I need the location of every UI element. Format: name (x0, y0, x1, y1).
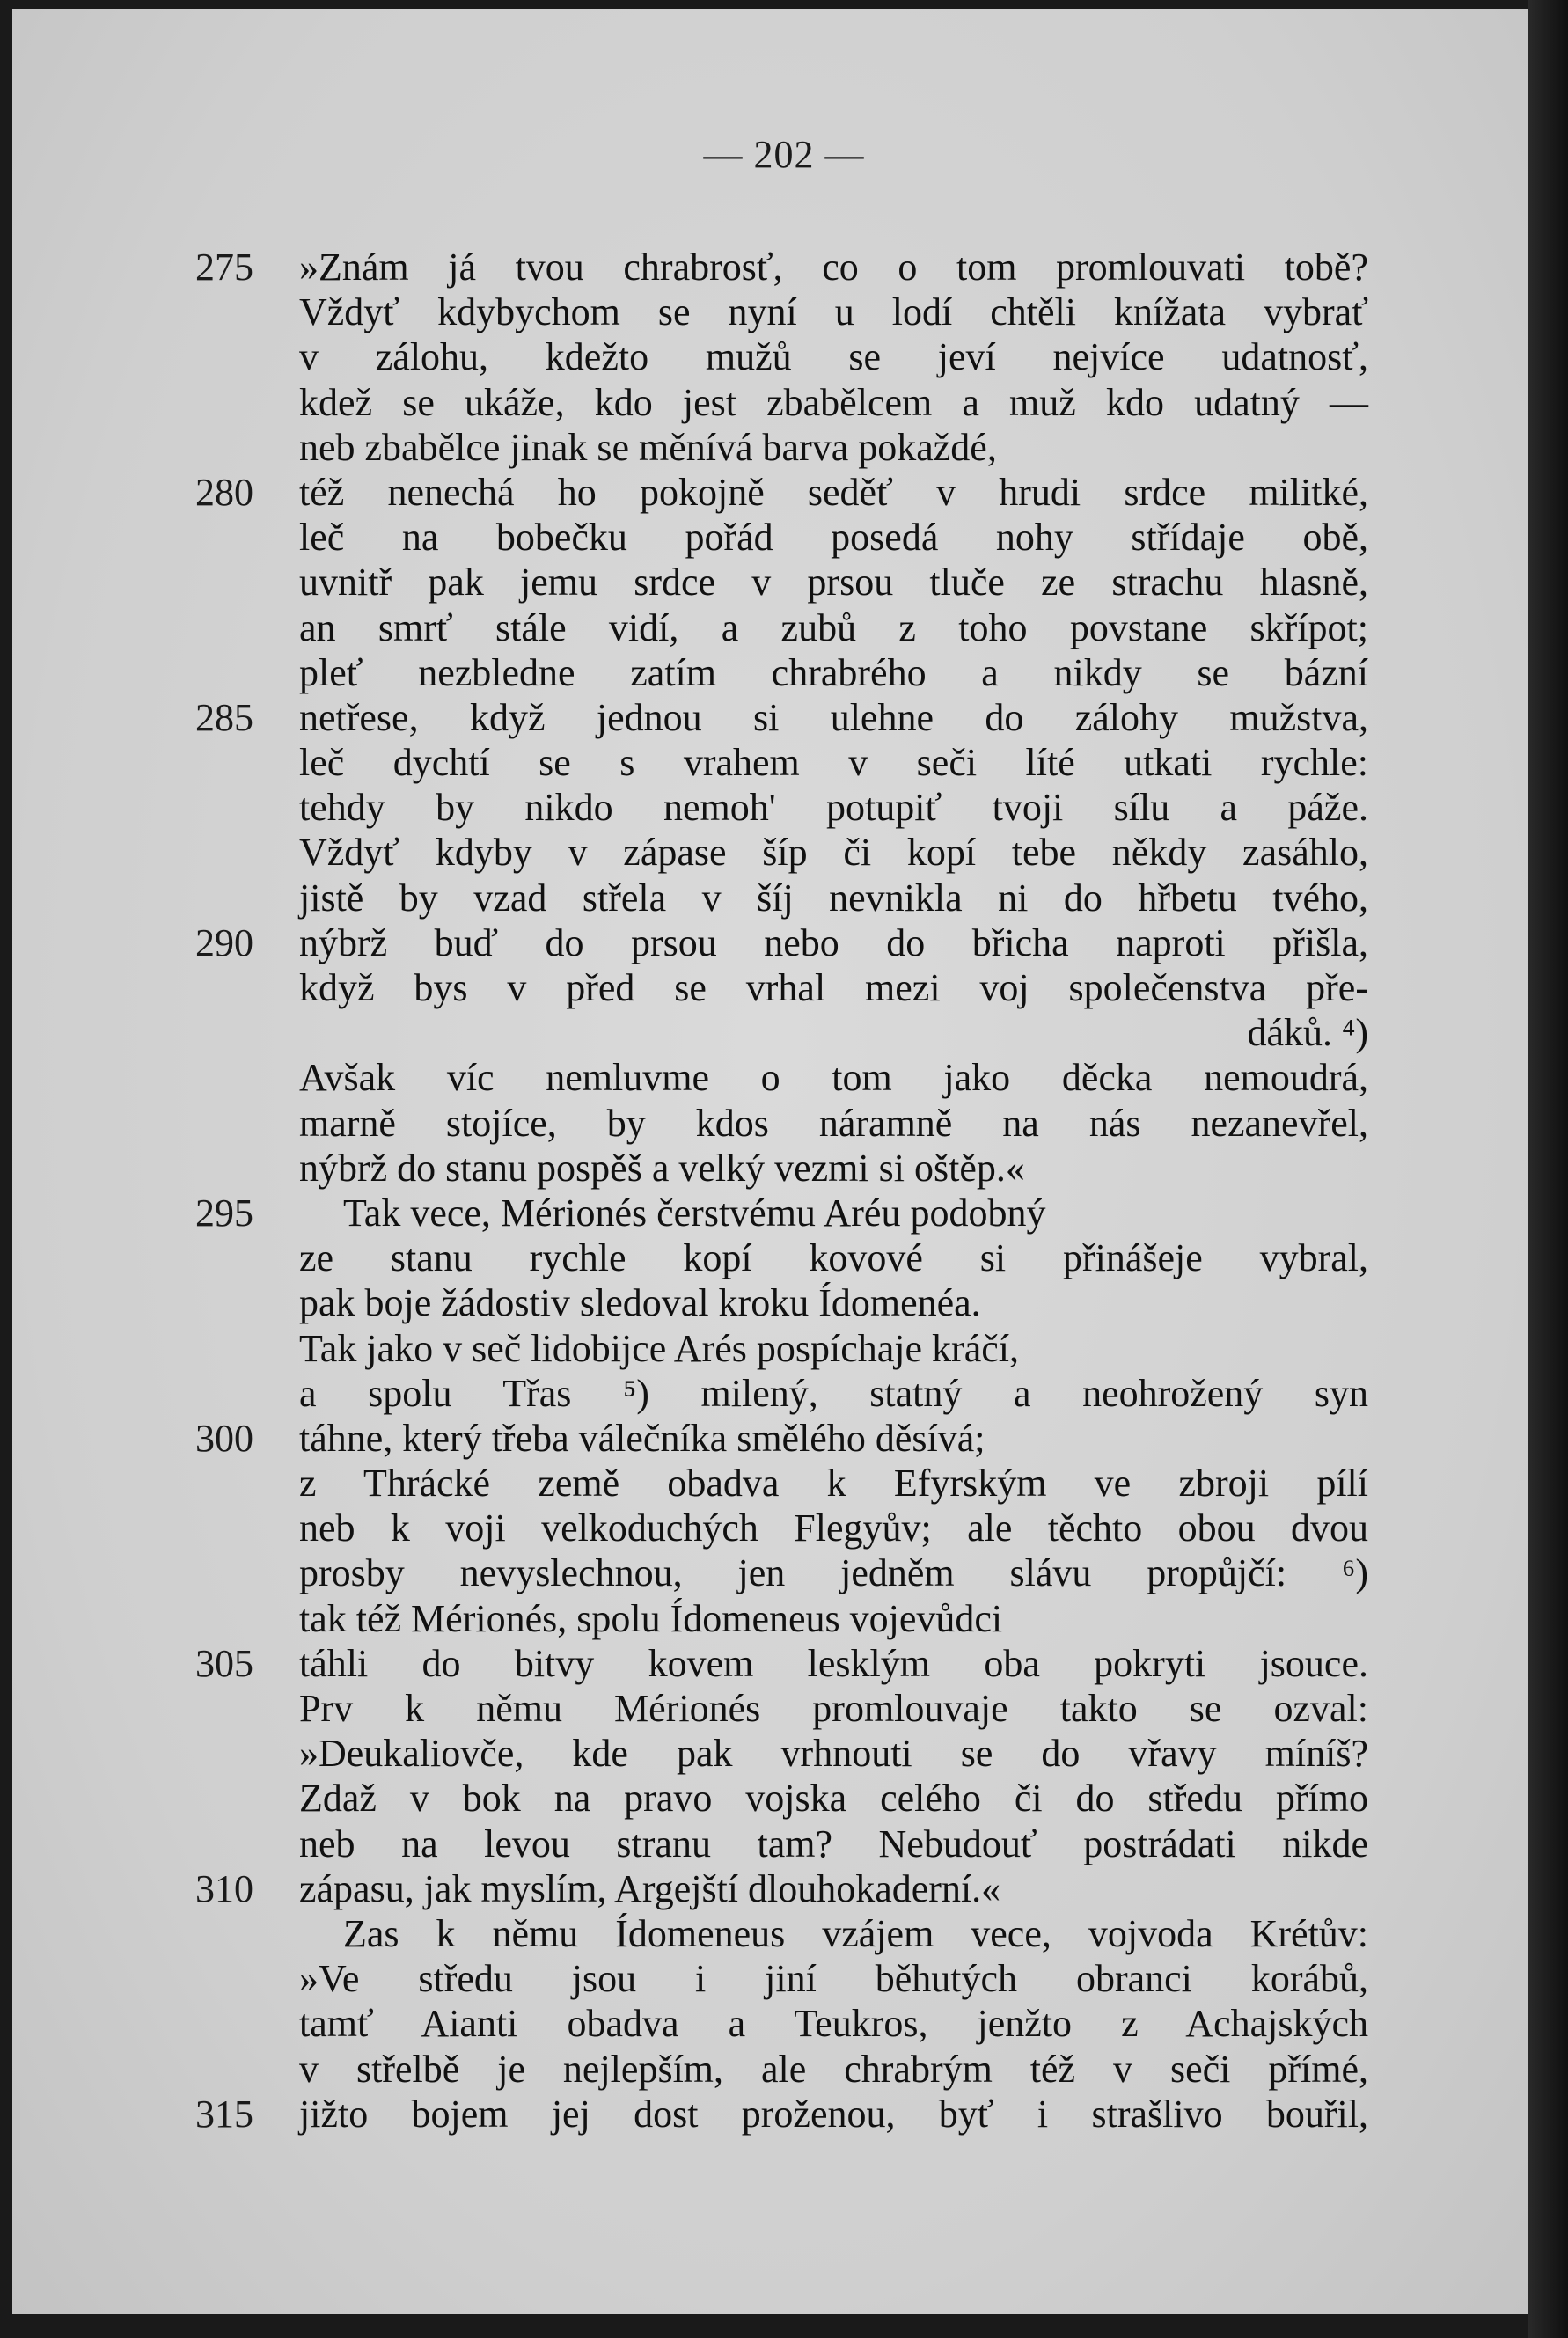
verse-text: Zas k němu Ídomeneus vzájem vece, vojvoda Krétův: (343, 1911, 1368, 1955)
verse-text: ze stanu rychle kopí kovové si přinášeje vybral, (299, 1236, 1368, 1280)
verse-line (0, 560, 1568, 605)
line-number: 315 (195, 2092, 253, 2136)
verse-line (0, 515, 1568, 560)
verse-text: tamť Aianti obadva a Teukros, jenžto z Achajských (299, 2002, 1368, 2046)
verse-text: v zálohu, kdežto mužů se jeví nejvíce udatnosť, (299, 335, 1368, 379)
verse-text: prosby nevyslechnou, jen jedněm slávu propůjčí: ⁶) (299, 1551, 1368, 1595)
verse-line (0, 1371, 1568, 1416)
verse-text: jistě by vzad střela v šíj nevnikla ni do hřbetu tvého, (299, 876, 1368, 920)
verse-line (0, 334, 1568, 379)
verse-line (0, 1191, 1568, 1235)
verse-line (0, 1686, 1568, 1731)
line-number: 295 (195, 1191, 253, 1235)
verse-text: tehdy by nikdo nemoh' potupiť tvoji sílu a páže. (299, 786, 1368, 830)
verse-text: též nenechá ho pokojně seděť v hrudi srdce militké, (299, 470, 1368, 514)
verse-line (0, 1506, 1568, 1550)
verse-line (0, 1326, 1568, 1371)
verse-line (0, 1146, 1568, 1191)
verse-text: Tak jako v seč lidobijce Arés pospíchaje kráčí, (299, 1326, 1019, 1370)
verse-text: nýbrž do stanu pospěš a velký vezmi si oštěp.« (299, 1146, 1025, 1190)
verse-line (0, 290, 1568, 334)
verse-line (0, 1101, 1568, 1146)
verse-line (0, 425, 1568, 470)
verse-text: marně stojíce, by kdos náramně na nás nezanevřel, (299, 1101, 1368, 1145)
verse-text: »Deukaliovče, kde pak vrhnouti se do vřavy míníš? (299, 1732, 1368, 1776)
verse-text: neb na levou stranu tam? Nebudouť postrádati nikde (299, 1821, 1368, 1865)
verse-text: Vždyť kdybychom se nyní u lodí chtěli knížata vybrať (299, 290, 1368, 334)
verse-line (0, 1280, 1568, 1325)
line-number: 305 (195, 1641, 253, 1685)
verse-text: Zdaž v bok na pravo vojska celého či do středu přímo (299, 1777, 1368, 1821)
verse-text: Prv k němu Mérionés promlouvaje takto se ozval: (299, 1687, 1368, 1730)
verse-text: táhli do bitvy kovem lesklým oba pokryti jsouce. (299, 1641, 1368, 1685)
verse-line (0, 1596, 1568, 1641)
verse-text: když bys v před se vrhal mezi voj společenstva pře- (299, 966, 1368, 1009)
verse-text: dáků. ⁴) (1247, 1011, 1368, 1055)
verse-text: uvnitř pak jemu srdce v prsou tluče ze strachu hlasně, (299, 561, 1368, 605)
verse-line (0, 695, 1568, 740)
line-number: 285 (195, 695, 253, 739)
verse-text: neb zbabělce jinak se měnívá barva pokaždé, (299, 425, 997, 469)
verse-line (0, 785, 1568, 830)
verse-text-block (0, 245, 1568, 2136)
verse-line (0, 740, 1568, 785)
verse-line (0, 1641, 1568, 1686)
verse-line (0, 650, 1568, 695)
line-number: 280 (195, 470, 253, 514)
verse-text: táhne, který třeba válečníka smělého děsívá; (299, 1416, 985, 1460)
verse-line (0, 1821, 1568, 1866)
verse-text: an smrť stále vidí, a zubů z toho povstane skřípot; (299, 605, 1368, 649)
verse-line (0, 605, 1568, 650)
verse-text: tak též Mérionés, spolu Ídomeneus vojevůdci (299, 1596, 1003, 1640)
verse-text: netřese, když jednou si ulehne do zálohy mužstva, (299, 695, 1368, 739)
verse-text: Avšak víc nemluvme o tom jako děcka nemoudrá, (299, 1056, 1368, 1100)
verse-line (0, 1956, 1568, 2001)
verse-text: pleť nezbledne zatím chrabrého a nikdy se bázní (299, 650, 1368, 694)
verse-text: Vždyť kdyby v zápase šíp či kopí tebe někdy zasáhlo, (299, 831, 1368, 875)
line-number: 300 (195, 1416, 253, 1460)
verse-line (0, 1911, 1568, 1956)
verse-line (0, 245, 1568, 290)
verse-line (0, 1010, 1568, 1055)
verse-line (0, 2001, 1568, 2046)
verse-text: zápasu, jak myslím, Argejští dlouhokaderní.« (299, 1866, 1001, 1910)
verse-line (0, 2092, 1568, 2136)
page-number: — 202 — (703, 133, 865, 176)
verse-text: kdež se ukáže, kdo jest zbabělcem a muž kdo udatný — (299, 380, 1368, 424)
verse-line (0, 470, 1568, 515)
verse-text: nýbrž buď do prsou nebo do břicha naproti přišla, (299, 920, 1368, 964)
verse-text: jižto bojem jej dost proženou, byť i strašlivo bouřil, (299, 2092, 1368, 2136)
verse-text: leč dychtí se s vrahem v seči líté utkati rychle: (299, 741, 1368, 785)
verse-text: Tak vece, Mérionés čerstvému Aréu podobný (343, 1191, 1046, 1235)
verse-line (0, 380, 1568, 425)
line-number: 290 (195, 920, 253, 964)
verse-line (0, 920, 1568, 965)
verse-line (0, 1866, 1568, 1911)
verse-text: »Znám já tvou chrabrosť, co o tom promlouvati tobě? (299, 246, 1368, 289)
verse-text: »Ve středu jsou i jiní běhutých obranci korábů, (299, 1957, 1368, 2001)
verse-text: leč na bobečku pořád posedá nohy střídaje obě, (299, 516, 1368, 560)
verse-text: pak boje žádostiv sledoval kroku Ídomenéa. (299, 1281, 981, 1325)
verse-text: a spolu Třas ⁵) milený, statný a neohrožený syn (299, 1371, 1368, 1415)
line-number: 275 (195, 246, 253, 289)
verse-line (0, 2047, 1568, 2092)
line-number: 310 (195, 1866, 253, 1910)
verse-line (0, 1055, 1568, 1100)
verse-line (0, 1416, 1568, 1461)
verse-text: z Thrácké země obadva k Efyrským ve zbroji pílí (299, 1462, 1368, 1506)
verse-text: v střelbě je nejlepším, ale chrabrým též v seči přímé, (299, 2047, 1368, 2091)
verse-line (0, 1235, 1568, 1280)
verse-line (0, 1550, 1568, 1595)
verse-line (0, 1731, 1568, 1776)
verse-text: neb k voji velkoduchých Flegyův; ale těchto obou dvou (299, 1506, 1368, 1550)
verse-line (0, 876, 1568, 920)
verse-line (0, 1461, 1568, 1506)
verse-line (0, 1776, 1568, 1821)
verse-line (0, 965, 1568, 1010)
verse-line (0, 830, 1568, 875)
